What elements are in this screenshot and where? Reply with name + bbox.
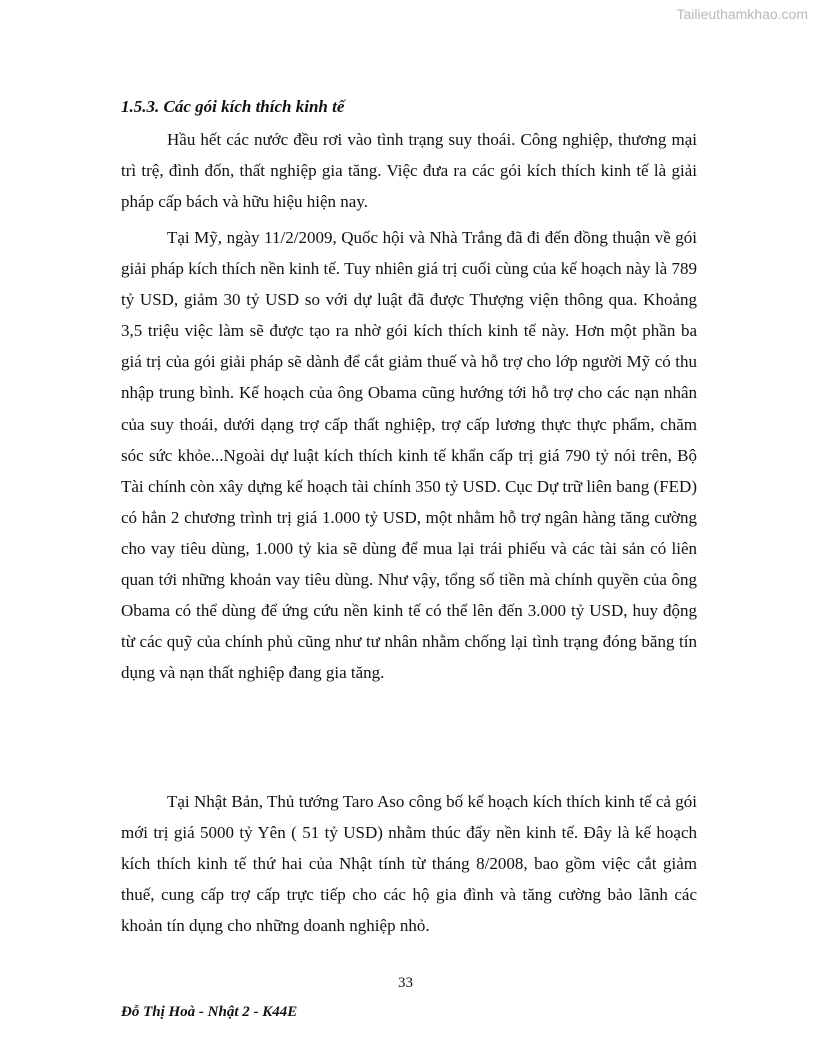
paragraph-intro: Hầu hết các nước đều rơi vào tình trạng suy thoái. Công nghiệp, thương mại trì trệ, đình đốn, thất nghiệp gia tăng. Việc đưa ra các gói kích thích kinh tế là giải pháp cấp bách và hữu hiệu hiện nay.	[121, 130, 697, 212]
paragraph-japan: Tại Nhật Bản, Thủ tướng Taro Aso công bố kế hoạch kích thích kinh tế cả gói mới trị giá 5000 tỷ Yên ( 51 tỷ USD) nhằm thúc đẩy nền kinh tế. Đây là kế hoạch kích thích kinh tế thứ hai của Nhật tính từ tháng 8/2008, bao gồm việc cắt giảm thuế, cung cấp trợ cấp trực tiếp cho các hộ gia đình và tăng cường bảo lãnh các khoản tín dụng cho những doanh nghiệp nhỏ.	[121, 792, 697, 936]
section-heading: 1.5.3. Các gói kích thích kinh tế	[121, 97, 345, 116]
watermark: Tailieuthamkhao.com	[676, 6, 808, 22]
page-number: 33	[398, 975, 413, 991]
footer-author: Đỗ Thị Hoà - Nhật 2 - K44E	[121, 1004, 298, 1020]
paragraph-usa: Tại Mỹ, ngày 11/2/2009, Quốc hội và Nhà Trắng đã đi đến đồng thuận về gói giải pháp kích thích nền kinh tế. Tuy nhiên giá trị cuối cùng của kế hoạch này là 789 tỷ USD, giảm 30 tỷ USD so với dự luật đã được Thượng viện thông qua. Khoảng 3,5 triệu việc làm sẽ được tạo ra nhờ gói kích thích kinh tế này. Hơn một phần ba giá trị của gói giải pháp sẽ dành để cắt giảm thuế và hỗ trợ cho lớp người Mỹ có thu nhập trung bình. Kế hoạch của ông Obama cũng hướng tới hỗ trợ cho các nạn nhân của suy thoái, dưới dạng trợ cấp thất nghiệp, trợ cấp lương thực thực phẩm, chăm sóc sức khỏe...Ngoài dự luật kích thích kinh tế khẩn cấp trị giá 790 tỷ nói trên, Bộ Tài chính còn xây dựng kế hoạch tài chính 350 tỷ USD. Cục Dự trữ liên bang (FED) có hẳn 2 chương trình trị giá 1.000 tỷ USD, một nhằm hỗ trợ ngân hàng tăng cường cho vay tiêu dùng, 1.000 tỷ kia sẽ dùng để mua lại trái phiếu và các tài sản có liên quan tới những khoản vay tiêu dùng. Như vậy, tổng số tiền mà chính quyền của ông Obama có thể dùng để ứng cứu nền kinh tế có thể lên đến 3.000 tỷ USD, huy động từ các quỹ của chính phủ cũng như tư nhân nhằm chống lại tình trạng đóng băng tín dụng và nạn thất nghiệp đang gia tăng.	[121, 228, 697, 683]
